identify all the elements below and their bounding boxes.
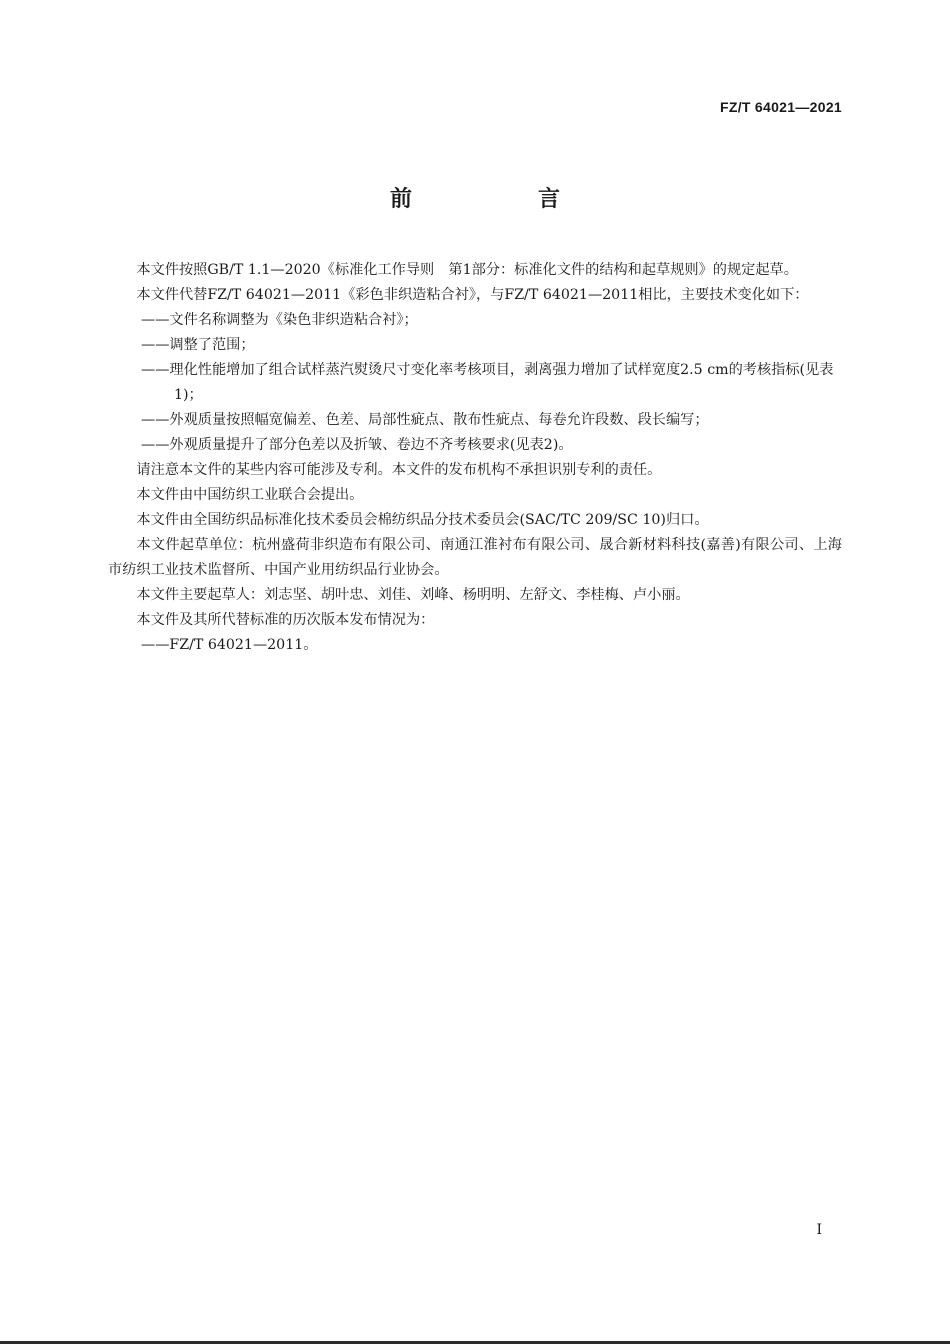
paragraph-replacement: 本文件代替FZ/T 64021—2011《彩色非织造粘合衬》，与FZ/T 64021—2011相比，主要技术变化如下：	[136, 287, 809, 303]
paragraph-drafters: 本文件主要起草人：刘志坚、胡叶忠、刘佳、刘峰、杨明明、左舒文、李桂梅、卢小丽。	[136, 587, 690, 603]
page-title: 前 言	[389, 187, 612, 212]
standard-number: FZ/T 64021—2021	[719, 99, 842, 115]
change-item: ——理化性能增加了组合试样蒸汽熨烫尺寸变化率考核项目，剥离强力增加了试样宽度2.5 cm的考核指标(见表1)；	[141, 362, 834, 403]
change-item: ——外观质量按照幅宽偏差、色差、局部性疵点、散布性疵点、每卷允许段数、段长编写；	[141, 412, 709, 428]
history-item: ——FZ/T 64021—2011。	[141, 637, 318, 653]
page-number: I	[816, 1222, 822, 1238]
change-item: ——文件名称调整为《染色非织造粘合衬》；	[141, 312, 418, 328]
paragraph-version-history: 本文件及其所代替标准的历次版本发布情况为：	[136, 612, 435, 628]
paragraph-proposed-by: 本文件由中国纺织工业联合会提出。	[136, 487, 364, 503]
paragraph-drafting-rules: 本文件按照GB/T 1.1—2020《标准化工作导则 第1部分：标准化文件的结构和起草规则》的规定起草。	[136, 262, 798, 278]
change-item: ——调整了范围；	[141, 337, 255, 353]
paragraph-patent-notice: 请注意本文件的某些内容可能涉及专利。本文件的发布机构不承担识别专利的责任。	[136, 462, 662, 478]
paragraph-drafting-units: 本文件起草单位：杭州盛荷非织造布有限公司、南通江淮衬布有限公司、晟合新材料科技(嘉善)有限公司、上海市纺织工业技术监督所、中国产业用纺织品行业协会。	[108, 537, 842, 578]
paragraph-under-jurisdiction: 本文件由全国纺织品标准化技术委员会棉纺织品分技术委员会(SAC/TC 209/SC 10)归口。	[136, 512, 709, 528]
foreword-body	[108, 258, 842, 658]
change-item: ——外观质量提升了部分色差以及折皱、卷边不齐考核要求(见表2)。	[141, 437, 573, 453]
